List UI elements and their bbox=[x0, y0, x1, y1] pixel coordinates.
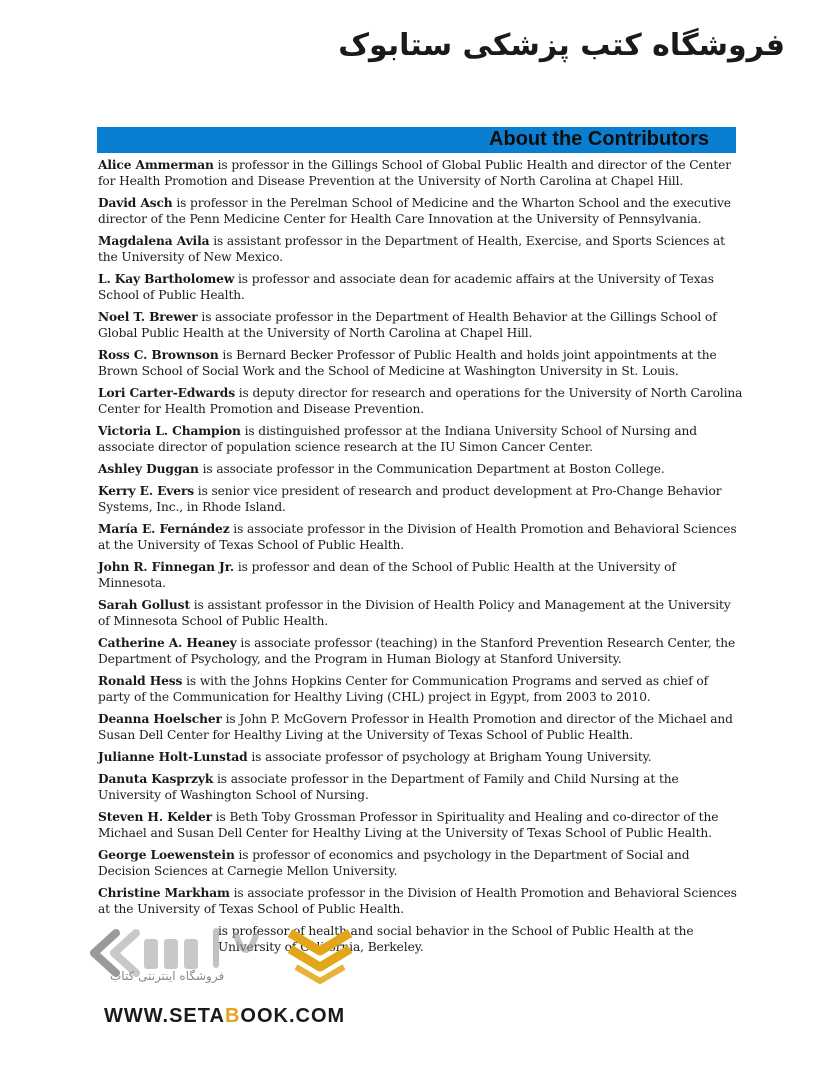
contributor-name: David Asch bbox=[98, 196, 173, 210]
contributor-description: is associate professor in the Communication Department at Boston College. bbox=[198, 462, 665, 476]
contributor-entry bbox=[98, 749, 743, 765]
contributor-entry bbox=[98, 233, 743, 265]
store-header-title: فروشگاه کتب پزشکی ستابوک bbox=[338, 28, 785, 63]
contributor-description: is deputy director for research and operations for the University of North Carolina Center for Health Promotion and Disease Prevention. bbox=[98, 386, 743, 416]
contributor-name: Ashley Duggan bbox=[98, 462, 199, 476]
contributor-entry bbox=[98, 771, 743, 803]
contributor-description: is senior vice president of research and product development at Pro-Change Behavior Systems, Inc., in Rhode Island. bbox=[98, 484, 722, 514]
contributor-description: is John P. McGovern Professor in Health Promotion and director of the Michael and Susan Dell Center for Healthy Living at the University of Texas School of Public Health. bbox=[98, 712, 733, 742]
contributor-description: is associate professor in the Division of Health Promotion and Behavioral Sciences at the University of Texas School of Public Health. bbox=[98, 522, 737, 552]
contributor-description: is professor of economics and psychology in the Department of Social and Decision Sciences at Carnegie Mellon University. bbox=[98, 848, 690, 878]
section-title: About the Contributors bbox=[489, 128, 709, 150]
contributor-description: is distinguished professor at the Indiana University School of Nursing and associate director of population science research at the IU Simon Cancer Center. bbox=[98, 424, 697, 454]
contributor-entry bbox=[98, 483, 743, 515]
contributor-description: is professor and dean of the School of Public Health at the University of Minnesota. bbox=[98, 560, 676, 590]
watermark-url-prefix: WWW.SETA bbox=[104, 1005, 225, 1027]
contributor-name: Ronald Hess bbox=[98, 674, 183, 688]
contributor-name: Alice Ammerman bbox=[98, 158, 214, 172]
contributor-description: is professor in the Gillings School of Global Public Health and director of the Center for Health Promotion and Disease Prevention at the University of North Carolina at Chapel Hill. bbox=[98, 158, 731, 188]
contributor-description: is professor of health and social behavior in the School of Public Health at the University of California, Berkeley. bbox=[218, 924, 694, 954]
contributor-entry bbox=[98, 423, 743, 455]
contributor-name: Deanna Hoelscher bbox=[98, 712, 222, 726]
contributor-name: Lori Carter-Edwards bbox=[98, 386, 235, 400]
contributor-name: Noel T. Brewer bbox=[98, 310, 198, 324]
contributor-description: is associate professor in the Department of Health Behavior at the Gillings School of Global Public Health at the University of North Carolina at Chapel Hill. bbox=[98, 310, 717, 340]
watermark-url-suffix: OOK.COM bbox=[240, 1005, 346, 1027]
contributor-name: Christine Markham bbox=[98, 886, 230, 900]
contributor-description: is associate professor of psychology at Brigham Young University. bbox=[247, 750, 652, 764]
contributor-name: María E. Fernández bbox=[98, 522, 230, 536]
contributor-description: is with the Johns Hopkins Center for Communication Programs and served as chief of party of the Communication for Healthy Living (CHL) project in Egypt, from 2003 to 2010. bbox=[98, 674, 709, 704]
watermark-store-label: فروشگاه اینترنتی کتاب bbox=[110, 969, 225, 983]
contributor-name: George Loewenstein bbox=[98, 848, 235, 862]
contributor-name: Magdalena Avila bbox=[98, 234, 210, 248]
contributor-name: Danuta Kasprzyk bbox=[98, 772, 214, 786]
contributor-entry bbox=[98, 271, 743, 303]
contributor-entry bbox=[98, 461, 743, 477]
contributor-entry bbox=[98, 385, 743, 417]
contributor-entry bbox=[98, 559, 743, 591]
contributor-name: John R. Finnegan Jr. bbox=[98, 560, 235, 574]
contributor-entry bbox=[98, 673, 743, 705]
contributor-entry bbox=[98, 157, 743, 189]
watermark-url bbox=[104, 1005, 345, 1028]
section-banner bbox=[97, 127, 736, 153]
contributor-description: is professor and associate dean for academic affairs at the University of Texas School of Public Health. bbox=[98, 272, 714, 302]
contributor-description: is Beth Toby Grossman Professor in Spirituality and Healing and co-director of the Michael and Susan Dell Center for Healthy Living at the University of Texas School of Public Health. bbox=[98, 810, 719, 840]
contributor-name: Victoria L. Champion bbox=[98, 424, 241, 438]
contributor-entry bbox=[98, 521, 743, 553]
contributor-description: is assistant professor in the Division of Health Policy and Management at the University of Minnesota School of Public Health. bbox=[98, 598, 731, 628]
contributor-name: Catherine A. Heaney bbox=[98, 636, 237, 650]
watermark-url-accent: B bbox=[224, 1005, 241, 1027]
contributor-entry bbox=[98, 635, 743, 667]
contributor-description: is professor in the Perelman School of Medicine and the Wharton School and the executive director of the Penn Medicine Center for Health Care Innovation at the University of Pennsylvania. bbox=[98, 196, 731, 226]
contributor-description: is associate professor in the Division of Health Promotion and Behavioral Sciences at the University of Texas School of Public Health. bbox=[98, 886, 737, 916]
contributor-name: Sarah Gollust bbox=[98, 598, 190, 612]
contributor-name: Steven H. Kelder bbox=[98, 810, 212, 824]
contributor-name: Julianne Holt-Lunstad bbox=[98, 750, 248, 764]
contributor-name: Kerry E. Evers bbox=[98, 484, 195, 498]
contributor-entry bbox=[98, 597, 743, 629]
contributor-name: Ross C. Brownson bbox=[98, 348, 219, 362]
contributor-description: is Bernard Becker Professor of Public Health and holds joint appointments at the Brown School of Social Work and the School of Medicine at Washington University in St. Louis. bbox=[98, 348, 717, 378]
contributor-entry bbox=[98, 711, 743, 743]
setabook-logo-icon bbox=[86, 925, 376, 995]
contributor-description: is associate professor in the Department of Family and Child Nursing at the University of Washington School of Nursing. bbox=[98, 772, 679, 802]
contributor-entry bbox=[98, 195, 743, 227]
contributor-description: is assistant professor in the Department of Health, Exercise, and Sports Sciences at the University of New Mexico. bbox=[98, 234, 725, 264]
contributor-entry bbox=[98, 809, 743, 841]
contributor-entry bbox=[98, 347, 743, 379]
contributor-name: L. Kay Bartholomew bbox=[98, 272, 235, 286]
setabook-watermark bbox=[86, 925, 386, 1035]
contributor-description: is associate professor (teaching) in the Stanford Prevention Research Center, the Department of Psychology, and the Program in Human Biology at Stanford University. bbox=[98, 636, 736, 666]
contributor-entry bbox=[98, 885, 743, 917]
contributor-entry bbox=[98, 309, 743, 341]
contributors-list bbox=[98, 157, 743, 961]
contributor-entry bbox=[98, 847, 743, 879]
